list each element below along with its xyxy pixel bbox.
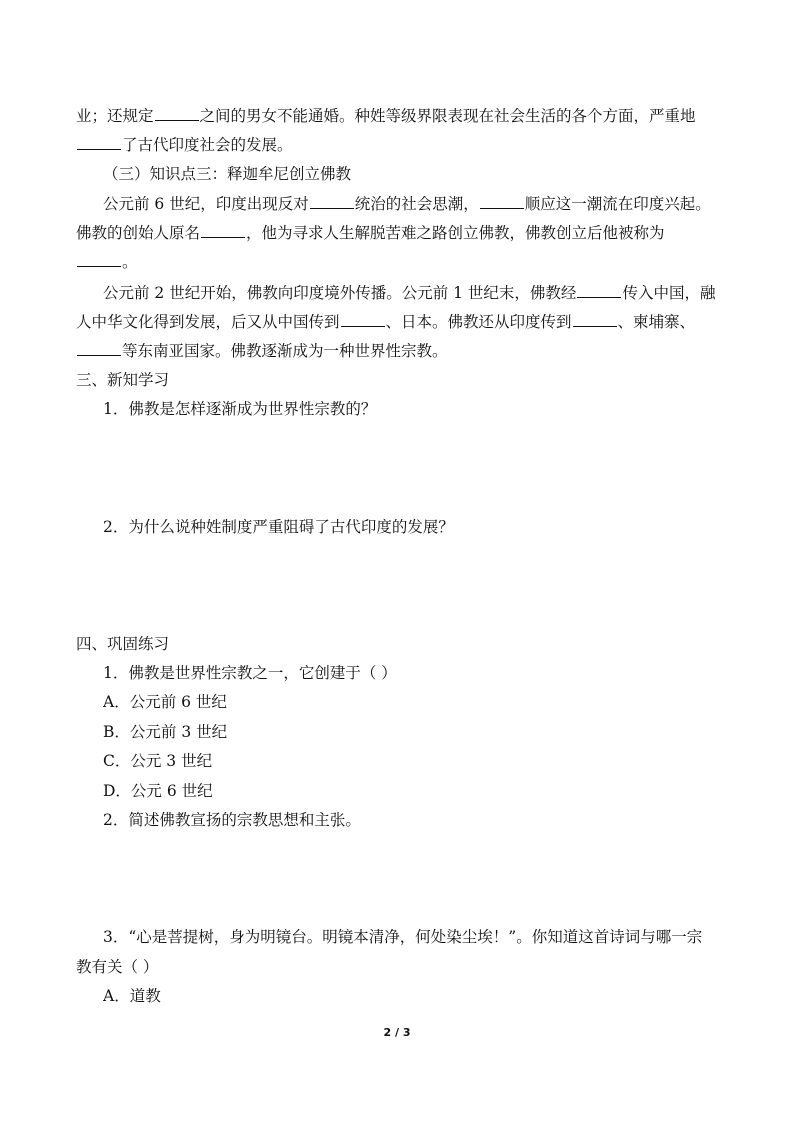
fill-blank — [573, 312, 617, 327]
section-heading: 三、新知学习 — [76, 371, 170, 389]
page-number: 2 / 3 — [383, 1026, 411, 1039]
paragraph-line — [76, 340, 716, 362]
paragraph-line — [103, 193, 743, 215]
practice-question-3-cont: 教有关（ ） — [76, 958, 159, 976]
practice-question-2: 2．简述佛教宣扬的宗教思想和主张。 — [103, 811, 361, 829]
section-heading: 四、巩固练习 — [76, 635, 170, 653]
fill-blank — [480, 194, 524, 209]
text-segment: 业；还规定 — [76, 107, 154, 125]
fill-blank — [77, 341, 121, 356]
question-1: 1．佛教是怎样逐渐成为世界性宗教的？ — [103, 400, 377, 418]
question-2: 2．为什么说种姓制度严重阻碍了古代印度的发展？ — [103, 518, 454, 536]
fill-blank — [155, 106, 199, 121]
text-segment: 统治的社会思潮， — [354, 195, 479, 213]
paragraph-line — [76, 311, 716, 333]
paragraph-line — [76, 222, 716, 244]
fill-blank — [341, 312, 385, 327]
text-segment: 。 — [122, 253, 138, 271]
fill-blank — [201, 223, 245, 238]
option-a: A．公元前 6 世纪 — [103, 693, 227, 711]
option-b: B．公元前 3 世纪 — [103, 723, 228, 741]
text-segment: 人中华文化得到发展，后又从中国传到 — [76, 313, 340, 331]
section-heading: （三）知识点三：释迦牟尼创立佛教 — [103, 165, 352, 183]
text-segment: 、日本。佛教还从印度传到 — [385, 313, 572, 331]
practice-question-1: 1．佛教是世界性宗教之一，它创建于（ ） — [103, 664, 397, 682]
text-segment: 传入中国，融 — [622, 284, 716, 302]
fill-blank — [310, 194, 354, 209]
text-segment: 公元前 6 世纪，印度出现反对 — [103, 195, 309, 213]
text-segment: 佛教的创始人原名 — [76, 224, 201, 242]
fill-blank — [77, 252, 121, 267]
option-a: A．道教 — [103, 987, 161, 1005]
fill-blank — [577, 283, 621, 298]
paragraph-line — [76, 134, 716, 156]
text-segment: 、柬埔寨、 — [617, 313, 696, 331]
option-c: C．公元 3 世纪 — [103, 752, 213, 770]
paragraph-line — [76, 105, 716, 127]
option-d: D．公元 6 世纪 — [103, 782, 213, 800]
paragraph-line — [76, 251, 716, 273]
fill-blank — [77, 135, 121, 150]
text-segment: 顺应这一潮流在印度兴起。 — [524, 195, 711, 213]
text-segment: 等东南亚国家。佛教逐渐成为一种世界性宗教。 — [122, 342, 448, 360]
text-segment: 之间的男女不能通婚。种姓等级界限表现在社会生活的各个方面，严重地 — [199, 107, 696, 125]
practice-question-3: 3．“心是菩提树，身为明镜台。明镜本清净，何处染尘埃！”。你知道这首诗词与哪一宗 — [103, 928, 703, 946]
text-segment: 公元前 2 世纪开始，佛教向印度境外传播。公元前 1 世纪末，佛教经 — [103, 284, 577, 302]
paragraph-line — [103, 282, 743, 304]
text-segment: ，他为寻求人生解脱苦难之路创立佛教，佛教创立后他被称为 — [246, 224, 665, 242]
text-segment: 了古代印度社会的发展。 — [122, 136, 293, 154]
